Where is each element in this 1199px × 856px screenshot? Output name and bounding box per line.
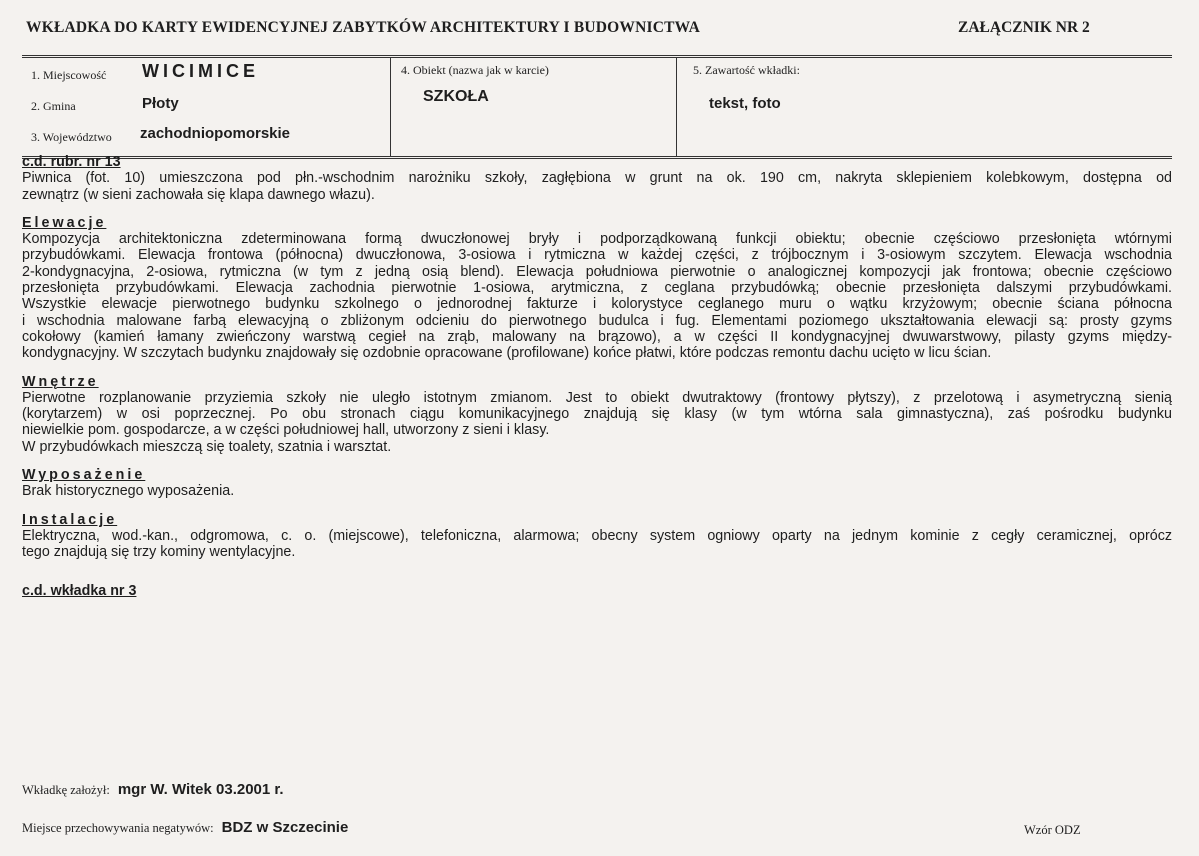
section-heading: c.d. wkładka nr 3 <box>22 582 137 599</box>
text-line: Pierwotne rozplanowanie przyziemia szkoły nie uległo istotnym zmianom. Jest to obiekt dwutraktowy (frontowy płytszy), z przelotową i asymetryczną sienią <box>22 389 1172 406</box>
commune-value: Płoty <box>142 95 179 112</box>
voivodeship-label: 3. Województwo <box>31 130 112 144</box>
object-column <box>390 58 677 156</box>
locality-label: 1. Miejscowość <box>31 68 107 82</box>
text-line: kondygnacyjny. W szczytach budynku znajdowały się ozdobnie opracowane (profilowane) końce płatwi, które podczas remontu dachu ucięto w licu ścian. <box>22 345 992 362</box>
negatives-line <box>22 819 348 836</box>
text-line: Elektryczna, wod.-kan., odgromowa, c. o. (miejscowe), telefoniczna, alarmowa; obecny system ogniowy oparty na jednym kominie z cegły ceramicznej, oprócz <box>22 527 1172 544</box>
text-line: przesłonięta przybudówkami. Elewacja zachodnia pierwotnie 1-osiowa, arytmiczna, z ceglana przybudówką; obecnie przesłonięta dalszymi przybudówkami. <box>22 280 1172 297</box>
locality-value: WICIMICE <box>142 61 259 81</box>
contents-column <box>676 58 1173 156</box>
contents-label: 5. Zawartość wkładki: <box>693 63 800 77</box>
section-heading: Elewacje <box>22 214 107 231</box>
author-label: Wkładkę założył: <box>22 783 110 797</box>
object-value: SZKOŁA <box>423 88 489 105</box>
location-column <box>22 58 390 156</box>
text-line: Piwnica (fot. 10) umieszczona pod płn.-wschodnim narożniku szkoły, zagłębiona w grunt na ok. 190 cm, nakryta sklepieniem kolebkowym, dostępna od <box>22 170 1172 187</box>
text-line: Kompozycja architektoniczna zdeterminowana formą dwuczłonowej bryły i podporządkowaną funkcji obiektu; obecnie częściowo przesłonięta wtórnymi <box>22 231 1172 248</box>
section-heading: Instalacje <box>22 511 118 528</box>
document-body <box>22 154 1172 599</box>
text-line: i wschodnia malowane farbą elewacyjną o zbliżonym odcieniu do pierwotnego budulca i fug. Elementami poziomego ukształtowania elewacji są: prosty gzyms <box>22 312 1172 329</box>
header-box <box>22 55 1172 159</box>
negatives-value: BDZ w Szczecinie <box>221 819 349 836</box>
text-line: Brak historycznego wyposażenia. <box>22 483 235 500</box>
section-heading: Wyposażenie <box>22 467 146 484</box>
text-line: 2-kondygnacyjna, 2-osiowa, rytmiczna (w tym z jedną osią blend). Elewacja południowa pierwotnie o analogicznej kompozycji jak frontowa; obecnie częściowo <box>22 263 1172 280</box>
text-line: (korytarzem) w osi poprzecznej. Po obu stronach ciągu komunikacyjnego znajdują się klasy (w tym wtórna sala gimnastyczna), zaś pośrodku budynku <box>22 406 1172 423</box>
section-heading: Wnętrze <box>22 373 99 390</box>
text-line: niewielkie pom. gospodarcze, a w części południowej hall, utworzony z sieni i klasy. <box>22 422 550 439</box>
template-mark: Wzór ODZ <box>1024 823 1081 837</box>
text-line: tego znajdują się trzy kominy wentylacyjne. <box>22 544 296 561</box>
document-title: WKŁADKA DO KARTY EWIDENCYJNEJ ZABYTKÓW ARCHITEKTURY I BUDOWNICTWA <box>26 19 701 36</box>
negatives-label: Miejsce przechowywania negatywów: <box>22 821 214 835</box>
annex-number: ZAŁĄCZNIK NR 2 <box>958 19 1090 36</box>
section-heading: c.d. rubr. nr 13 <box>22 154 121 170</box>
text-line: Wszystkie elewacje pierwotnego budynku szkolnego o jednorodnej fakturze i kolorystyce ceglanego muru o wątku krzyżowym; obecnie ściana północna <box>22 296 1172 313</box>
contents-value: tekst, foto <box>709 95 781 112</box>
author-line <box>22 781 284 798</box>
author-value: mgr W. Witek 03.2001 r. <box>117 781 284 798</box>
commune-label: 2. Gmina <box>31 99 76 113</box>
text-line: zewnątrz (w sieni zachowała się klapa dawnego włazu). <box>22 186 375 203</box>
object-label: 4. Obiekt (nazwa jak w karcie) <box>401 63 549 77</box>
text-line: cokołowy (kamień łamany zwieńczony warstwą cegieł na zrąb, malowany na brązowo), a w części II kondygnacyjnej dwuwarstwowy, pilasty gzyms między- <box>22 328 1172 345</box>
text-line: W przybudówkach mieszczą się toalety, szatnia i warsztat. <box>22 438 392 455</box>
voivodeship-value: zachodniopomorskie <box>140 125 291 142</box>
text-line: przybudówkami. Elewacja frontowa (północna) dwuczłonowa, 3-osiowa i rytmiczna w każdej części, z trójbocznym i 3-osiowym szczytem. Elewacja wschodnia <box>22 247 1172 264</box>
